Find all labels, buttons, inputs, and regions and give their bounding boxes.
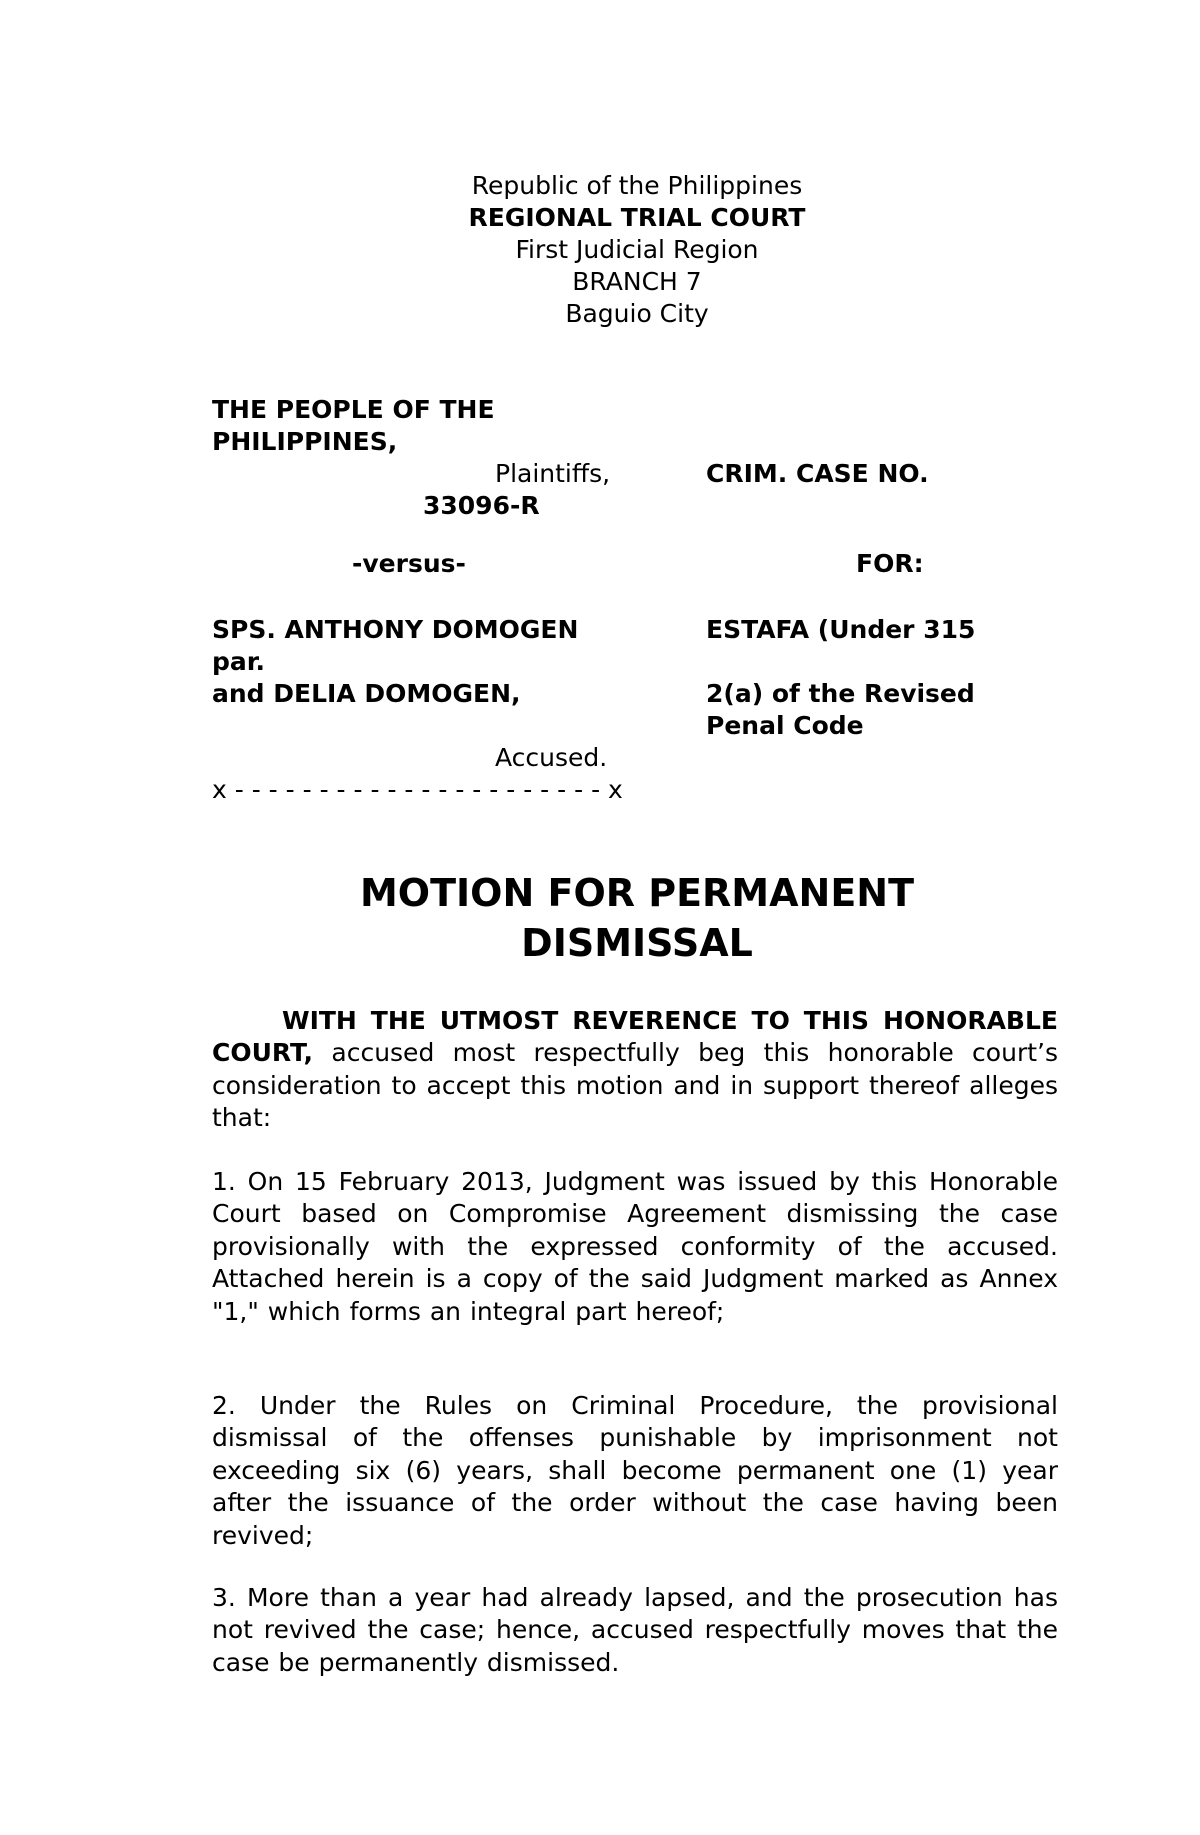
motion-title-line2: DISMISSAL xyxy=(521,921,753,965)
header-city: Baguio City xyxy=(565,299,709,328)
paragraph-3: 3. More than a year had already lapsed, and the prosecution has not revived the case; hence, accused respectfully moves that the case be permanently dismissed. xyxy=(212,1583,1058,1677)
paragraph-2: 2. Under the Rules on Criminal Procedure, the provisional dismissal of the offenses punishable by imprisonment not exceeding six (6) years, shall become permanent one (1) year after the issuance of the order without the case having been revived; xyxy=(212,1391,1058,1550)
paragraph-1: 1. On 15 February 2013, Judgment was issued by this Honorable Court based on Compromise Agreement dismissing the case provisionally with the expressed conformity of the accused. Attached herein is a copy of the said Judgment marked as Annex "1," which forms an integral part hereof; xyxy=(212,1167,1058,1326)
header-region: First Judicial Region xyxy=(515,235,759,264)
court-header xyxy=(0,170,1200,330)
offense-line1: ESTAFA (Under 315 xyxy=(706,615,976,644)
case-number-label: CRIM. CASE NO. xyxy=(706,459,929,488)
header-court: REGIONAL TRIAL COURT xyxy=(468,203,806,232)
offense-line3: Penal Code xyxy=(706,711,864,740)
plaintiff-name-line1: THE PEOPLE OF THE xyxy=(212,395,495,424)
offense-line2: 2(a) of the Revised xyxy=(706,679,975,708)
intro-lead: WITH THE UTMOST REVERENCE TO THIS HONORABLE COURT, xyxy=(212,1006,1058,1068)
accused-name-line1: SPS. ANTHONY DOMOGEN xyxy=(212,615,579,644)
case-number: 33096-R xyxy=(423,491,540,520)
header-republic: Republic of the Philippines xyxy=(471,171,803,200)
versus-label: -versus- xyxy=(352,549,466,578)
motion-title-line1: MOTION FOR PERMANENT xyxy=(359,871,915,915)
intro-rest: accused most respectfully beg this honorable court’s consideration to accept this motion and in support thereof alleges that: xyxy=(212,1038,1058,1133)
accused-name-line2: par. xyxy=(212,647,266,676)
plaintiff-name-line2: PHILIPPINES, xyxy=(212,427,398,456)
accused-label: Accused. xyxy=(495,743,608,772)
header-branch: BRANCH 7 xyxy=(572,267,702,296)
plaintiffs-label: Plaintiffs, xyxy=(495,459,611,488)
intro-paragraph xyxy=(212,1005,1058,1135)
motion-title xyxy=(0,868,1200,968)
accused-name-line3: and DELIA DOMOGEN, xyxy=(212,679,521,708)
caption-separator: x - - - - - - - - - - - - - - - - - - - - - - x xyxy=(212,775,623,804)
for-label: FOR: xyxy=(856,549,924,578)
